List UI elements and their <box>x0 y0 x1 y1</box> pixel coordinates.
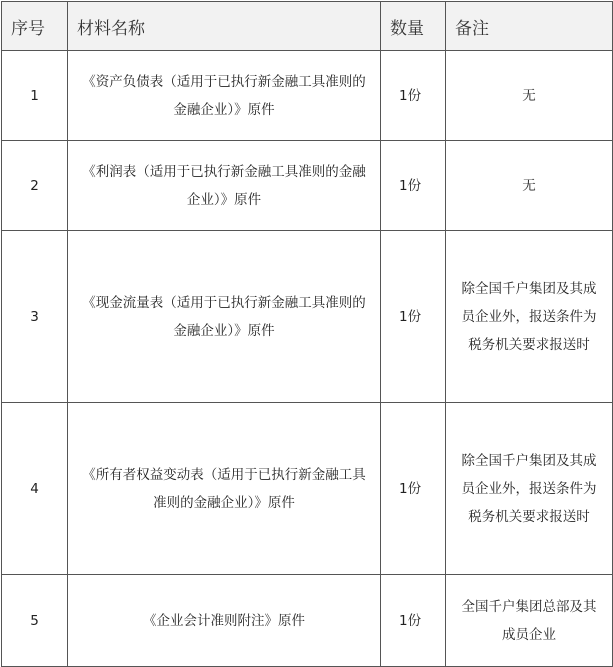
row-name: 《所有者权益变动表（适用于已执行新金融工具准则的金融企业）》原件 <box>68 403 381 575</box>
materials-table <box>1 1 613 667</box>
row-note: 除全国千户集团及其成员企业外，报送条件为税务机关要求报送时 <box>446 231 613 403</box>
row-index: 2 <box>2 141 68 231</box>
row-qty: 1份 <box>381 575 446 667</box>
table-row <box>2 51 613 141</box>
row-index: 1 <box>2 51 68 141</box>
row-name: 《资产负债表（适用于已执行新金融工具准则的金融企业）》原件 <box>68 51 381 141</box>
row-name: 《企业会计准则附注》原件 <box>68 575 381 667</box>
row-note: 无 <box>446 141 613 231</box>
row-name: 《利润表（适用于已执行新金融工具准则的金融企业）》原件 <box>68 141 381 231</box>
table-row <box>2 141 613 231</box>
header-name: 材料名称 <box>68 2 381 51</box>
row-qty: 1份 <box>381 141 446 231</box>
row-index: 5 <box>2 575 68 667</box>
row-note: 除全国千户集团及其成员企业外，报送条件为税务机关要求报送时 <box>446 403 613 575</box>
row-qty: 1份 <box>381 231 446 403</box>
table-row <box>2 231 613 403</box>
row-note: 全国千户集团总部及其成员企业 <box>446 575 613 667</box>
table-row <box>2 575 613 667</box>
row-qty: 1份 <box>381 51 446 141</box>
row-name: 《现金流量表（适用于已执行新金融工具准则的金融企业）》原件 <box>68 231 381 403</box>
header-index: 序号 <box>2 2 68 51</box>
row-index: 4 <box>2 403 68 575</box>
row-index: 3 <box>2 231 68 403</box>
table-header-row <box>2 2 613 51</box>
table-row <box>2 403 613 575</box>
header-note: 备注 <box>446 2 613 51</box>
row-note: 无 <box>446 51 613 141</box>
header-qty: 数量 <box>381 2 446 51</box>
row-qty: 1份 <box>381 403 446 575</box>
